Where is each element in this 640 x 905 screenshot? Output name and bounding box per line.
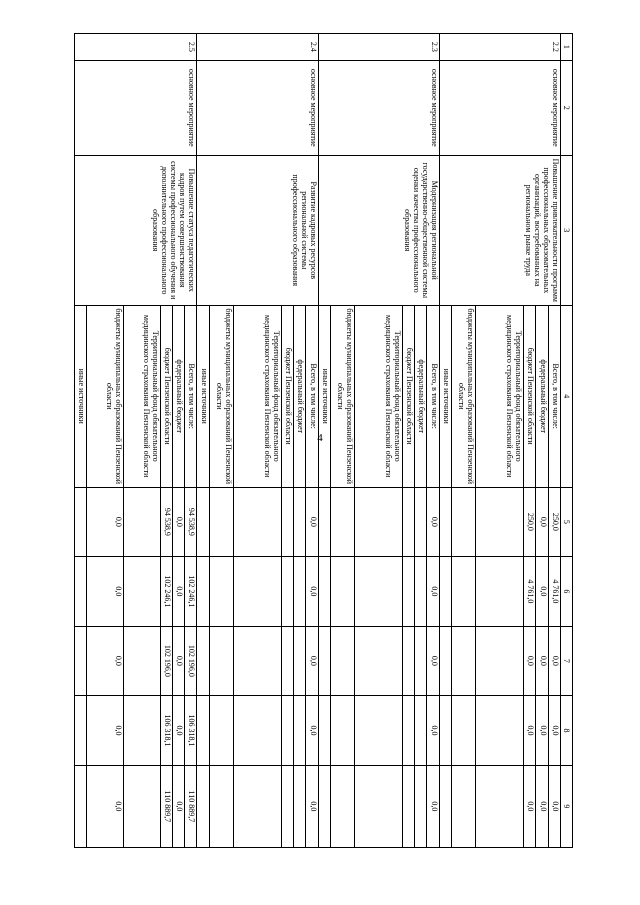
value-cell-v7 (75, 626, 87, 696)
value-cell-v8 (355, 696, 403, 766)
value-cell-v8: 0,0 (548, 696, 560, 766)
value-cell-v6 (330, 557, 354, 627)
value-cell-v6 (318, 557, 330, 627)
value-cell-v8 (415, 696, 427, 766)
block-title: Повышение привлекательности программ профессиональных образовательных организаций, востребованных на региональном рынке труда (439, 155, 560, 305)
funding-source-label: бюджеты муниципальных образований Пензенской области (209, 305, 233, 487)
funding-source-label: федеральный бюджет (294, 305, 306, 487)
block-id: 2.3 (318, 34, 439, 61)
table-row (427, 34, 439, 848)
value-cell-v7 (209, 626, 233, 696)
value-cell-v6 (281, 557, 293, 627)
block-id: 2.2 (439, 34, 560, 61)
value-cell-v7: 0,0 (548, 626, 560, 696)
value-cell-v7 (124, 626, 161, 696)
value-cell-v8: 0,0 (427, 696, 439, 766)
page-number: 4 (317, 432, 323, 444)
value-cell-v7 (415, 626, 427, 696)
value-cell-v9 (281, 765, 293, 847)
value-cell-v6 (234, 557, 282, 627)
value-cell-v6: 0,0 (306, 557, 318, 627)
value-cell-v7 (451, 626, 475, 696)
funding-source-label: Всего, в том числе: (427, 305, 439, 487)
value-cell-v7 (234, 626, 282, 696)
value-cell-v7 (318, 626, 330, 696)
value-cell-v5: 94 538,9 (160, 487, 172, 557)
value-cell-v8: 0,0 (87, 696, 124, 766)
value-cell-v8 (403, 696, 415, 766)
value-cell-v7: 0,0 (524, 626, 536, 696)
column-number: 8 (560, 696, 572, 766)
value-cell-v5 (403, 487, 415, 557)
value-cell-v5: 250,0 (548, 487, 560, 557)
value-cell-v5 (209, 487, 233, 557)
value-cell-v5 (124, 487, 161, 557)
value-cell-v6 (403, 557, 415, 627)
funding-source-label: Территориальный фонд обязательного медицинского страхования Пензенской области (476, 305, 524, 487)
value-cell-v8 (234, 696, 282, 766)
value-cell-v7 (439, 626, 451, 696)
block-title: Модернизация региональной государственно-общественной системы оценки качества профессионального образования (318, 155, 439, 305)
rotated-table-container (74, 33, 573, 848)
column-number: 6 (560, 557, 572, 627)
table-body (75, 34, 573, 848)
value-cell-v7: 0,0 (87, 626, 124, 696)
column-number: 4 (560, 305, 572, 487)
funding-source-label: бюджеты муниципальных образований Пензенской области (330, 305, 354, 487)
block-type: основное мероприятие (75, 60, 197, 155)
value-cell-v9: 0,0 (427, 765, 439, 847)
value-cell-v9: 0,0 (306, 765, 318, 847)
value-cell-v6 (75, 557, 87, 627)
funding-source-label: Всего, в том числе: (185, 305, 197, 487)
block-id: 2.5 (75, 34, 197, 61)
value-cell-v9 (330, 765, 354, 847)
value-cell-v9 (355, 765, 403, 847)
value-cell-v6 (209, 557, 233, 627)
value-cell-v8: 106 318,1 (185, 696, 197, 766)
value-cell-v7 (294, 626, 306, 696)
value-cell-v8 (439, 696, 451, 766)
table-row (548, 34, 560, 848)
funding-source-label: иные источники (75, 305, 87, 487)
value-cell-v9 (451, 765, 475, 847)
value-cell-v9: 0,0 (548, 765, 560, 847)
funding-source-label: Территориальный фонд обязательного медицинского страхования Пензенской области (234, 305, 282, 487)
value-cell-v9: 0,0 (172, 765, 184, 847)
value-cell-v8 (124, 696, 161, 766)
value-cell-v5 (476, 487, 524, 557)
value-cell-v8 (75, 696, 87, 766)
funding-source-label: бюджет Пензенской области (160, 305, 172, 487)
column-number: 3 (560, 155, 572, 305)
funding-source-label: федеральный бюджет (172, 305, 184, 487)
value-cell-v7: 102 196,0 (160, 626, 172, 696)
value-cell-v5: 0,0 (306, 487, 318, 557)
value-cell-v8 (281, 696, 293, 766)
budget-table (74, 33, 573, 848)
funding-source-label: Всего, в том числе: (306, 305, 318, 487)
value-cell-v9 (234, 765, 282, 847)
funding-source-label: бюджеты муниципальных образований Пензенской области (87, 305, 124, 487)
value-cell-v9 (403, 765, 415, 847)
value-cell-v8 (294, 696, 306, 766)
value-cell-v5: 0,0 (172, 487, 184, 557)
value-cell-v7: 0,0 (427, 626, 439, 696)
value-cell-v6 (439, 557, 451, 627)
value-cell-v8: 0,0 (524, 696, 536, 766)
value-cell-v6: 0,0 (427, 557, 439, 627)
funding-source-label: бюджет Пензенской области (524, 305, 536, 487)
value-cell-v9: 0,0 (87, 765, 124, 847)
value-cell-v9 (75, 765, 87, 847)
column-number: 5 (560, 487, 572, 557)
value-cell-v6: 0,0 (87, 557, 124, 627)
value-cell-v9 (476, 765, 524, 847)
value-cell-v9 (124, 765, 161, 847)
value-cell-v5: 0,0 (87, 487, 124, 557)
value-cell-v5: 0,0 (536, 487, 548, 557)
value-cell-v9 (209, 765, 233, 847)
value-cell-v5 (197, 487, 209, 557)
value-cell-v6 (294, 557, 306, 627)
column-number: 7 (560, 626, 572, 696)
value-cell-v6 (415, 557, 427, 627)
value-cell-v5 (75, 487, 87, 557)
funding-source-label: бюджет Пензенской области (403, 305, 415, 487)
funding-source-label: федеральный бюджет (536, 305, 548, 487)
value-cell-v5 (439, 487, 451, 557)
funding-source-label: бюджет Пензенской области (281, 305, 293, 487)
funding-source-label: Территориальный фонд обязательного медицинского страхования Пензенской области (124, 305, 161, 487)
funding-source-label: бюджеты муниципальных образований Пензенской области (451, 305, 475, 487)
block-title: Повышение статуса педагогических кадров путем совершенствования системы профессионального обучения и дополнительного профессионального образования (75, 155, 197, 305)
value-cell-v7 (476, 626, 524, 696)
header-row (560, 34, 572, 848)
value-cell-v5 (355, 487, 403, 557)
value-cell-v6: 4 761,0 (548, 557, 560, 627)
value-cell-v8 (330, 696, 354, 766)
value-cell-v8: 0,0 (172, 696, 184, 766)
value-cell-v8: 106 318,1 (160, 696, 172, 766)
value-cell-v7 (197, 626, 209, 696)
value-cell-v6: 102 246,1 (185, 557, 197, 627)
value-cell-v5 (234, 487, 282, 557)
value-cell-v8 (197, 696, 209, 766)
funding-source-label: Территориальный фонд обязательного медицинского страхования Пензенской области (355, 305, 403, 487)
value-cell-v7 (355, 626, 403, 696)
value-cell-v8: 0,0 (306, 696, 318, 766)
value-cell-v8 (318, 696, 330, 766)
value-cell-v5 (415, 487, 427, 557)
value-cell-v7: 0,0 (536, 626, 548, 696)
value-cell-v7: 0,0 (306, 626, 318, 696)
value-cell-v6: 0,0 (536, 557, 548, 627)
value-cell-v6: 4 761,0 (524, 557, 536, 627)
value-cell-v7: 0,0 (172, 626, 184, 696)
column-number: 1 (560, 34, 572, 61)
value-cell-v9: 0,0 (536, 765, 548, 847)
funding-source-label: федеральный бюджет (415, 305, 427, 487)
value-cell-v5 (281, 487, 293, 557)
value-cell-v9 (294, 765, 306, 847)
value-cell-v5: 94 538,9 (185, 487, 197, 557)
column-number: 9 (560, 765, 572, 847)
value-cell-v6 (451, 557, 475, 627)
value-cell-v7 (281, 626, 293, 696)
value-cell-v5: 250,0 (524, 487, 536, 557)
value-cell-v9 (318, 765, 330, 847)
value-cell-v9: 0,0 (524, 765, 536, 847)
value-cell-v6 (355, 557, 403, 627)
value-cell-v6: 0,0 (172, 557, 184, 627)
value-cell-v5 (294, 487, 306, 557)
funding-source-label: иные источники (318, 305, 330, 487)
funding-source-label: Всего, в том числе: (548, 305, 560, 487)
value-cell-v5 (451, 487, 475, 557)
value-cell-v8 (209, 696, 233, 766)
value-cell-v9 (415, 765, 427, 847)
column-number: 2 (560, 60, 572, 155)
funding-source-label: иные источники (197, 305, 209, 487)
block-type: основное мероприятие (197, 60, 318, 155)
block-type: основное мероприятие (318, 60, 439, 155)
funding-source-label: иные источники (439, 305, 451, 487)
value-cell-v9: 110 889,7 (185, 765, 197, 847)
value-cell-v5: 0,0 (427, 487, 439, 557)
value-cell-v5 (318, 487, 330, 557)
value-cell-v6 (124, 557, 161, 627)
value-cell-v7: 102 196,0 (185, 626, 197, 696)
value-cell-v5 (330, 487, 354, 557)
value-cell-v7 (403, 626, 415, 696)
value-cell-v8: 0,0 (536, 696, 548, 766)
block-type: основное мероприятие (439, 60, 560, 155)
value-cell-v8 (451, 696, 475, 766)
value-cell-v8 (476, 696, 524, 766)
value-cell-v7 (330, 626, 354, 696)
value-cell-v6 (476, 557, 524, 627)
block-title: Развитие кадровых ресурсов региональной системы профессионального образования (197, 155, 318, 305)
value-cell-v9 (439, 765, 451, 847)
table-row (185, 34, 197, 848)
table-row (306, 34, 318, 848)
value-cell-v9 (197, 765, 209, 847)
value-cell-v6 (197, 557, 209, 627)
value-cell-v9: 110 889,7 (160, 765, 172, 847)
block-id: 2.4 (197, 34, 318, 61)
value-cell-v6: 102 246,1 (160, 557, 172, 627)
